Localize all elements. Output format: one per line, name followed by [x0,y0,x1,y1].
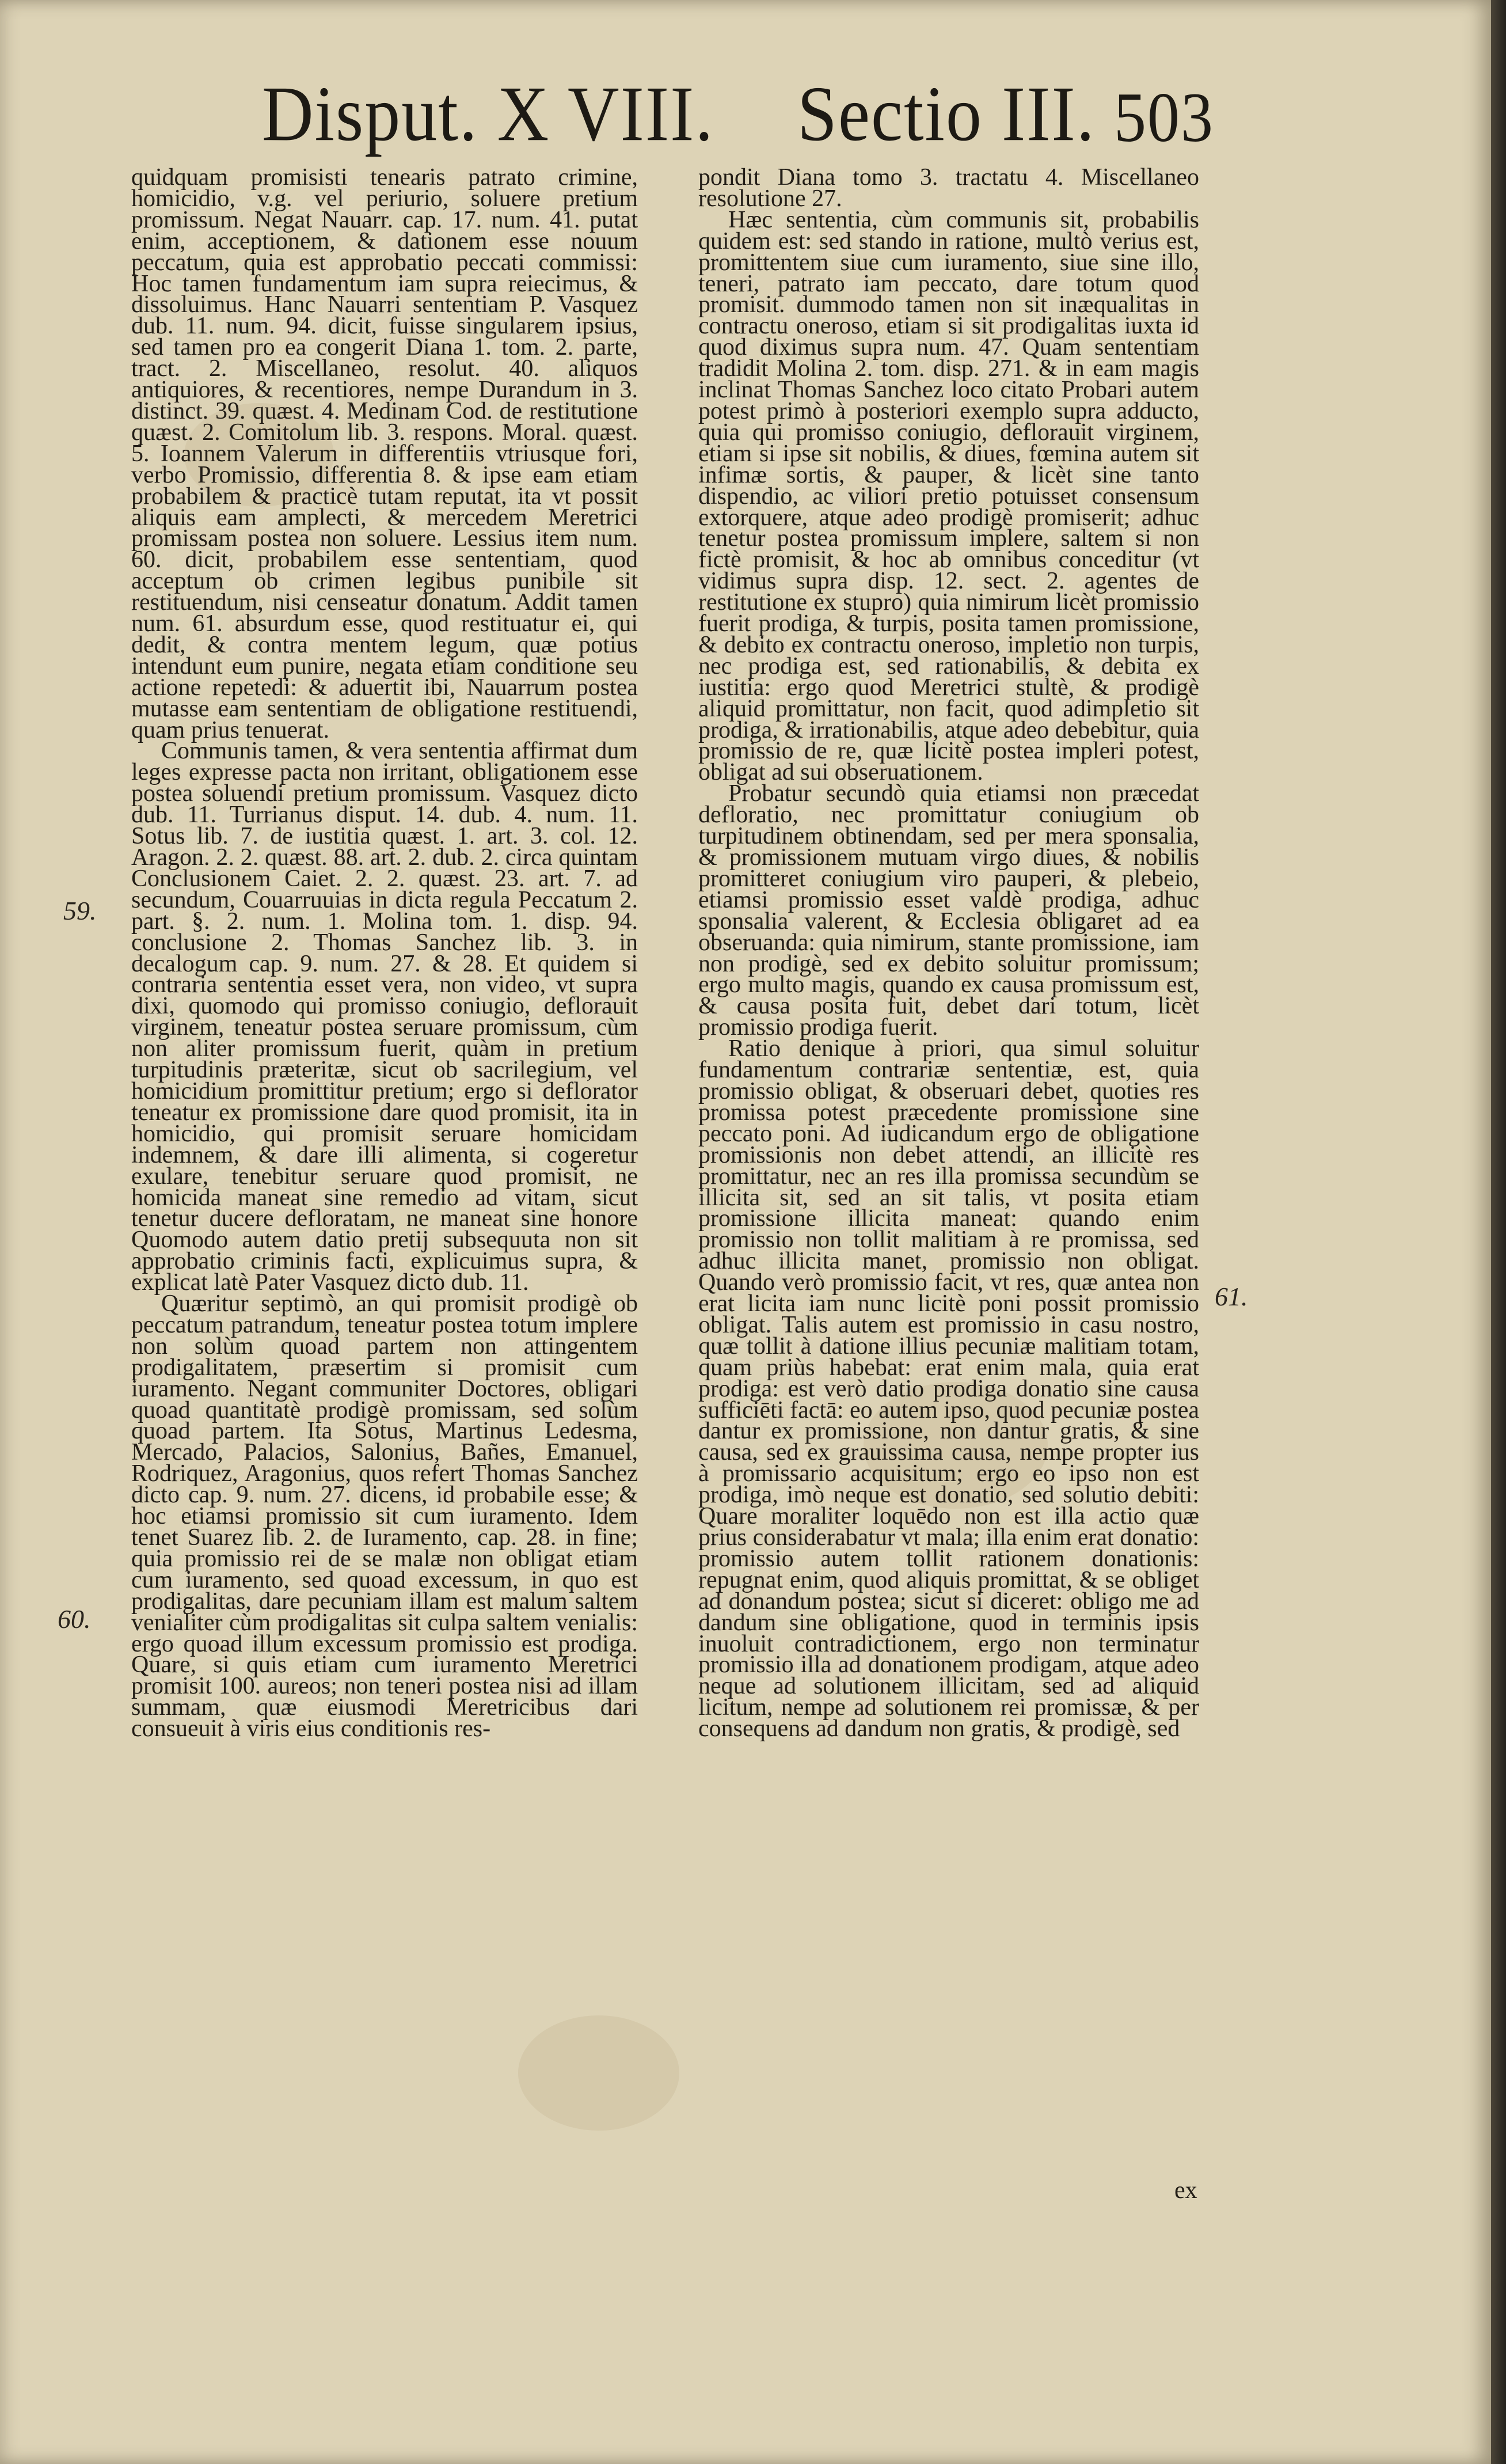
disputation-heading: Disput. X VIII. [262,70,714,157]
paragraph: Hæc sententia, cùm communis sit, probabilis quidem est: sed stando in ratione, multò verius est, promittentem siue cum iuramento, siue sine illo, teneri, patrato iam peccato, dare totum quod promisit. dummodo tamen non sit inæqualitas in contractu oneroso, etiam si sit prodigalitas iuxta id quod diximus supra num. 47. Quam sententiam tradidit Molina 2. tom. disp. 271. & in eam magis inclinat Thomas Sanchez loco citato Probari autem potest primò à posteriori exemplo supra adducto, quia qui promisso coniugio, deflorauit virginem, etiam si ipse sit nobilis, & diues, fœmina autem sit infimæ sortis, & pauper, & licèt sine tanto dispendio, ac viliori pretio potuisset consensum extorquere, atque adeo prodigè promiserit; adhuc tenetur postea promissum implere, saltem si non fictè promisit, & hoc ab omnibus conceditur (vt vidimus supra disp. 12. sect. 2. agentes de restitutione ex stupro) quia nimirum licèt promissio fuerit prodiga, & turpis, posita tamen promissione, & debito ex contractu oneroso, impletio non turpis, nec prodiga est, sed rationabilis, & debita ex iustitia: ergo quod Meretrici stultè, & prodigè aliquid promittatur, non facit, quod adimpletio sit prodiga, & irrationabilis, atque adeo debebitur, quia promissio de re, quæ licitè postea impleri potest, obligat ad sui obseruationem. [698,206,1199,786]
left-text-column [131,164,638,1779]
paragraph: quidquam promisisti tenearis patrato crimine, homicidio, v.g. vel periurio, soluere pretium promissum. Negat Nauarr. cap. 17. num. 41. putat enim, acceptionem, & dationem esse nouum peccatum, quia est approbatio peccati commissi: Hoc tamen fundamentum iam supra reiecimus, & dissoluimus. Hanc Nauarri sententiam P. Vasquez dub. 11. num. 94. dicit, fuisse singularem ipsius, sed tamen pro ea congerit Diana 1. tom. 2. parte, tract. 2. Miscellaneo, resolut. 40. aliquos antiquiores, & recentiores, nempe Durandum in 3. distinct. 39. quæst. 4. Medinam Cod. de restitutione quæst. 2. Comitolum lib. 3. respons. Moral. quæst. 5. Ioannem Valerum in differentiis vtriusque fori, verbo Promissio, differentia 8. & ipse eam etiam probabilem & practicè tutam reputat, ita vt possit aliquis eam amplecti, & mercedem Meretrici promissam postea non soluere. Lessius item num. 60. dicit, probabilem esse sententiam, quod acceptum ob crimen legibus punibile sit restituendum, nisi censeatur donatum. Addit tamen num. 61. absurdum esse, quod restituatur ei, qui dedit, & contra mentem legum, quæ potius intendunt eum punire, negata etiam conditione seu actione repetedi: & aduertit ibi, Nauarrum postea mutasse eam sententiam de obligatione restituendi, quam prius tenuerat. [131,164,638,743]
paragraph: Probatur secundò quia etiamsi non præcedat defloratio, nec promittatur coniugium ob turpitudinem obtinendam, sed per mera sponsalia, & promissionem mutuam virgo diues, & nobilis promitteret coniugium viro pauperi, & plebeio, etiamsi promissio esset valdè prodiga, adhuc sponsalia valerent, & Ecclesia obligaret ad ea obseruanda: quia nimirum, stante promissione, iam non prodigè, sed ex debito soluitur promissum; ergo multo magis, quando ex causa promissum est, & causa posita fuit, debet dari totum, licèt promissio prodiga fuerit. [698,780,1199,1041]
paper-stain [518,2015,679,2131]
book-spine-edge [1491,0,1506,2464]
paragraph: Communis tamen, & vera sententia affirmat dum leges expresse pacta non irritant, obligationem esse postea soluendi pretium promissum. Vasquez dicto dub. 11. Turrianus disput. 14. dub. 4. num. 11. Sotus lib. 7. de iustitia quæst. 1. art. 3. col. 12. Aragon. 2. 2. quæst. 88. art. 2. dub. 2. circa quintam Conclusionem Caiet. 2. 2. quæst. 23. art. 7. ad secundum, Couarruuias in dicta regula Peccatum 2. part. §. 2. num. 1. Molina tom. 1. disp. 94. conclusione 2. Thomas Sanchez lib. 3. in decalogum cap. 9. num. 27. & 28. Et quidem si contraria sententia esset vera, non video, vt supra dixi, quomodo qui promisso coniugio, deflorauit virginem, teneatur postea seruare promissum, cùm non aliter promissum fuerit, quàm in pretium turpitudinis præteritæ, sicut ob sacrilegium, vel homicidium promittitur pretium; ergo si deflorator teneatur ex promissione dare quod promisit, ita in homicidio, qui promisit seruare homicidam indemnem, & dare illi alimenta, si cogeretur exulare, tenebitur seruare quod promisit, ne homicida maneat sine remedio ad vitam, sicut tenetur ducere defloratam, ne maneat sine honore Quomodo autem datio pretij subsequuta non sit approbatio criminis facti, explicuimus supra, & explicat latè Pater Vasquez dicto dub. 11. [131,738,638,1296]
catchword: ex [1174,2177,1197,2204]
page-number: 503 [1114,78,1214,157]
right-text-column [698,164,1199,1779]
marginal-number-59: 59. [63,896,97,925]
paragraph: Quæritur septimò, an qui promisit prodigè ob peccatum patrandum, teneatur postea totum implere non solùm quoad partem non attingentem prodigalitatem, præsertim si promisit cum iuramento. Negant communiter Doctores, obligari quoad quantitatè prodigè promissam, sed solùm quoad partem. Ita Sotus, Martinus Ledesma, Mercado, Palacios, Salonius, Bañes, Emanuel, Rodriquez, Aragonius, quos refert Thomas Sanchez dicto cap. 9. num. 27. dicens, id probabile esse; & hoc etiamsi promissio sit cum iuramento. Idem tenet Suarez lib. 2. de Iuramento, cap. 28. in fine; quia promissio rei de se malæ non obligat etiam cum iuramento, sed quoad excessum, in quo est prodigalitas, dare pecuniam illam est malum saltem venialiter cùm prodigalitas sit culpa saltem venialis: ergo quoad illum excessum promissio est prodiga. Quare, si quis etiam cum iuramento Meretrici promisit 100. aureos; non teneri postea nisi ad illam summam, quæ eiusmodi Meretricibus dari consueuit à viris eius conditionis res- [131,1290,638,1742]
section-heading: Sectio III. [797,70,1096,157]
paragraph: Ratio denique à priori, qua simul soluitur fundamentum contrariæ sententiæ, est, quia promissio obligat, & obseruari debet, quoties res promissa potest præcedente promissione sine peccato poni. Ad iudicandum ergo de obligatione promissionis non debet attendi, an illicitè res promittatur, nec an res illa promissa secundùm se illicita sit, sed an sit talis, vt posita etiam promissione illicita maneat: quando enim promissio non tollit malitiam à re promissa, sed adhuc illicita manet, promissio non obligat. Quando verò promissio facit, vt res, quæ antea non erat licita iam nunc licitè poni possit promissio obligat. Talis autem est promissio in casu nostro, quæ tollit à datione illius pecuniæ malitiam totam, quam priùs habebat: erat enim mala, quia erat prodiga: est verò datio prodiga donatio sine causa sufficiēti factā: eo autem ipso, quod pecuniæ postea dantur ex promissione, non dantur gratis, & sine causa, sed ex grauissima causa, nempe propter ius à promissario acquisitum; ergo eo ipso non est prodiga, imò neque est donatio, sed solutio debiti: Quare moraliter loquēdo non est illa actio quæ prius considerabatur vt mala; illa enim erat donatio: promissio autem tollit rationem donationis: repugnat enim, quod aliquis promittat, & se obliget ad donandum postea; sicut si diceret: obligo me ad dandum sine obligatione, quod in terminis ipsis inuoluit contradictionem, ergo non terminatur promissio illa ad donationem prodigam, atque adeo neque ad solutionem illicitam, sed ad aliquid licitum, nempe ad solutionem rei promissæ, & per consequens ad dandum non gratis, & prodigè, sed [698,1035,1199,1742]
marginal-number-61: 61. [1215,1282,1248,1311]
paragraph: pondit Diana tomo 3. tractatu 4. Miscellaneo resolutione 27. [698,164,1199,212]
marginal-number-60: 60. [58,1604,91,1634]
